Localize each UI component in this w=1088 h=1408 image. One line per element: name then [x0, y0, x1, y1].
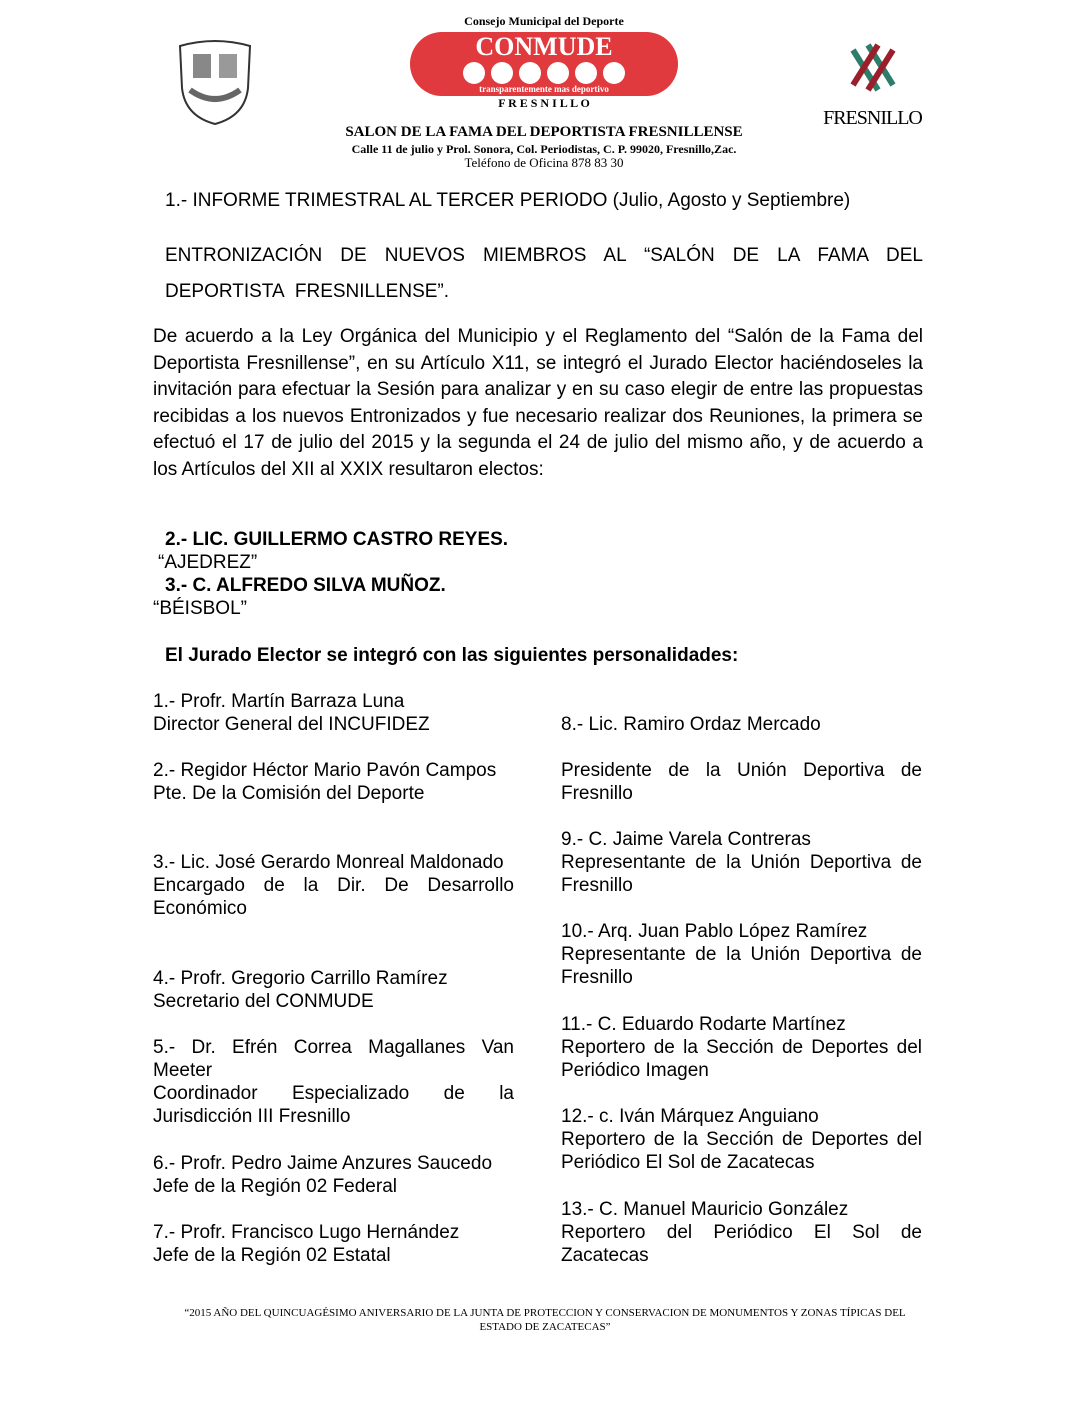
jury-member: 4.- Profr. Gregorio Carrillo Ramírez Secretario del CONMUDE — [153, 968, 448, 1012]
jury-member: 8.- Lic. Ramiro Ordaz Mercado Presidente de la Unión Deportiva de Fresnillo — [561, 714, 922, 804]
jury-member: 7.- Profr. Francisco Lugo Hernández Jefe de la Región 02 Estatal — [153, 1222, 460, 1266]
municipal-seal-logo — [175, 38, 255, 126]
jury-member: 5.- Dr. Efrén Correa Magallanes Van Meeter Coordinador Especializado de la Jurisdicción III Fresnillo — [153, 1037, 514, 1127]
heading-report: 1.- INFORME TRIMESTRAL AL TERCER PERIODO (Julio, Agosto y Septiembre) — [165, 190, 851, 211]
footer-note: “2015 AÑO DEL QUINCUAGÉSIMO ANIVERSARIO DE LA JUNTA DE PROTECCION Y CONSERVACION DE MONUMENTOS Y ZONAS TÍPICAS DEL ESTADO DE ZACATECAS” — [184, 1307, 906, 1333]
slogan: transparentemente mas deportivo — [479, 84, 609, 94]
jury-member: 12.- c. Iván Márquez Anguiano Reportero de la Sección de Deportes del Periódico El Sol de Zacatecas — [561, 1106, 922, 1173]
phone: Teléfono de Oficina 878 83 30 — [464, 155, 624, 170]
jury-member: 11.- C. Eduardo Rodarte Martínez Reportero de la Sección de Deportes del Periódico Imagen — [561, 1014, 922, 1081]
jury-title: El Jurado Elector se integró con las siguientes personalidades: — [165, 645, 739, 666]
address: Calle 11 de julio y Prol. Sonora, Col. Periodistas, C. P. 99020, Fresnillo,Zac. — [351, 142, 737, 156]
jury-member: 1.- Profr. Martín Barraza Luna Director General del INCUFIDEZ — [153, 691, 430, 735]
jury-member: 6.- Profr. Pedro Jaime Anzures Saucedo Jefe de la Región 02 Federal — [153, 1153, 493, 1197]
fresnillo-logo — [820, 40, 925, 132]
elected-sport: “AJEDREZ” — [158, 552, 258, 573]
jury-member: 10.- Arq. Juan Pablo López Ramírez Representante de la Unión Deportiva de Fresnillo — [561, 921, 922, 988]
fresnillo-logo-text: FRESNILLO — [823, 107, 922, 129]
jury-member: 13.- C. Manuel Mauricio González Reportero del Periódico El Sol de Zacatecas — [561, 1199, 922, 1266]
heading-enthronement: ENTRONIZACIÓN DE NUEVOS MIEMBROS AL “SALÓN DE LA FAMA DEL DEPORTISTA FRESNILLENSE”. — [165, 245, 923, 302]
council-name: Consejo Municipal del Deporte — [464, 14, 624, 28]
jury-member: 9.- C. Jaime Varela Contreras Representante de la Unión Deportiva de Fresnillo — [561, 829, 922, 896]
elected-name: 3.- C. ALFREDO SILVA MUÑOZ. — [165, 575, 446, 596]
elected-name: 2.- LIC. GUILLERMO CASTRO REYES. — [165, 529, 509, 550]
city-name: F R E S N I L L O — [498, 96, 590, 110]
jury-member: 3.- Lic. José Gerardo Monreal Maldonado Encargado de la Dir. De Desarrollo Económico — [153, 852, 514, 919]
sport-icons — [410, 62, 678, 84]
conmude-logo — [410, 32, 678, 96]
hall-name: SALON DE LA FAMA DEL DEPORTISTA FRESNILLENSE — [345, 124, 743, 140]
jury-member: 2.- Regidor Héctor Mario Pavón Campos Pte. De la Comisión del Deporte — [153, 760, 497, 804]
brand-name: CONMUDE — [475, 32, 613, 61]
elected-sport: “BÉISBOL” — [153, 598, 247, 619]
intro-paragraph: De acuerdo a la Ley Orgánica del Municipio y el Reglamento del “Salón de la Fama del Deportista Fresnillense”, en su Artículo X11, se integró el Jurado Elector haciéndoseles la invitación para efectuar la Sesión para analizar y en su caso elegir de entre las propuestas recibidas a los nuevos Entronizados y fue necesario realizar dos Reuniones, la primera se efectuó el 17 de julio del 2015 y la segunda el 24 de julio del mismo año, y de acuerdo a los Artículos del XII al XXIX resultaron electos: — [153, 326, 923, 480]
